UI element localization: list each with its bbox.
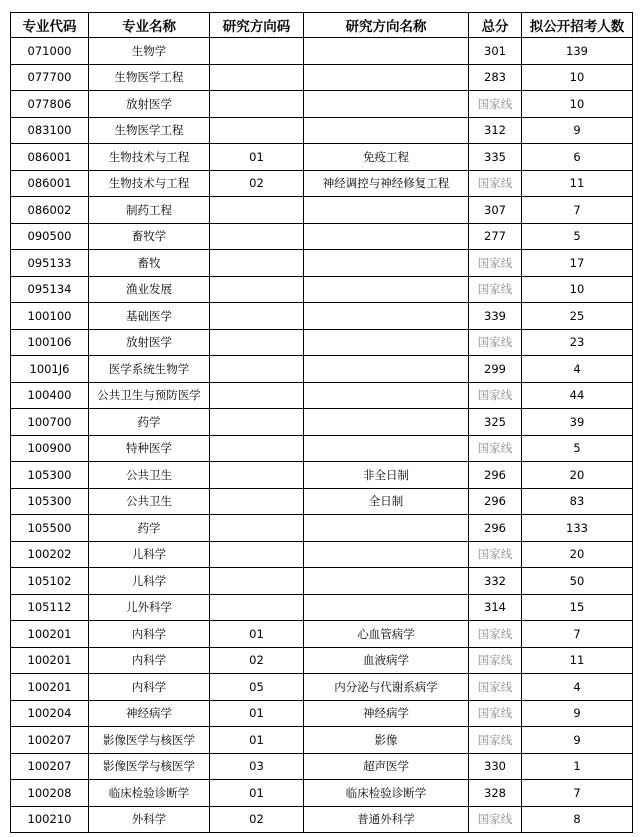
cell-major-code: 100208	[11, 780, 89, 807]
cell-direction-code	[210, 91, 304, 118]
cell-major-code: 105300	[11, 462, 89, 489]
cell-major-name: 制药工程	[89, 197, 210, 224]
cell-direction-name: 心血管病学	[304, 621, 469, 648]
cell-total-score: 277	[469, 223, 522, 250]
cell-major-code: 100201	[11, 647, 89, 674]
cell-direction-name	[304, 303, 469, 330]
cell-major-name: 医学系统生物学	[89, 356, 210, 383]
cell-major-code: 095133	[11, 250, 89, 277]
cell-total-score: 国家线	[469, 250, 522, 277]
cell-direction-name	[304, 515, 469, 542]
header-enrollment-count: 拟公开招考人数	[522, 13, 633, 38]
cell-direction-name	[304, 64, 469, 91]
cell-direction-name	[304, 409, 469, 436]
cell-major-code: 105300	[11, 488, 89, 515]
cell-direction-name	[304, 91, 469, 118]
cell-major-code: 086002	[11, 197, 89, 224]
cell-direction-code	[210, 250, 304, 277]
cell-enrollment-count: 83	[522, 488, 633, 515]
cell-direction-name: 神经调控与神经修复工程	[304, 170, 469, 197]
table-row	[11, 780, 633, 807]
cell-total-score: 335	[469, 144, 522, 171]
cell-major-name: 临床检验诊断学	[89, 780, 210, 807]
cell-enrollment-count: 4	[522, 356, 633, 383]
cell-major-code: 077700	[11, 64, 89, 91]
cell-direction-code: 03	[210, 753, 304, 780]
cell-direction-name	[304, 594, 469, 621]
cell-major-code: 077806	[11, 91, 89, 118]
admissions-table	[10, 12, 633, 833]
header-direction-name: 研究方向名称	[304, 13, 469, 38]
cell-direction-name	[304, 541, 469, 568]
cell-major-name: 影像医学与核医学	[89, 753, 210, 780]
cell-enrollment-count: 7	[522, 197, 633, 224]
cell-major-name: 内科学	[89, 621, 210, 648]
cell-direction-name: 血液病学	[304, 647, 469, 674]
table-row	[11, 91, 633, 118]
cell-major-name: 放射医学	[89, 329, 210, 356]
table-row	[11, 117, 633, 144]
cell-major-code: 095134	[11, 276, 89, 303]
cell-major-name: 生物技术与工程	[89, 170, 210, 197]
table-row	[11, 462, 633, 489]
table-row	[11, 382, 633, 409]
table-row	[11, 753, 633, 780]
cell-direction-code	[210, 462, 304, 489]
cell-direction-code	[210, 329, 304, 356]
cell-direction-name: 免疫工程	[304, 144, 469, 171]
cell-total-score: 国家线	[469, 382, 522, 409]
cell-major-name: 生物技术与工程	[89, 144, 210, 171]
cell-enrollment-count: 9	[522, 117, 633, 144]
cell-enrollment-count: 1	[522, 753, 633, 780]
cell-enrollment-count: 6	[522, 144, 633, 171]
cell-major-code: 100202	[11, 541, 89, 568]
cell-enrollment-count: 23	[522, 329, 633, 356]
cell-direction-code	[210, 409, 304, 436]
cell-direction-code	[210, 541, 304, 568]
cell-major-name: 放射医学	[89, 91, 210, 118]
table-row	[11, 276, 633, 303]
cell-major-name: 内科学	[89, 674, 210, 701]
cell-direction-code	[210, 568, 304, 595]
table-row	[11, 435, 633, 462]
cell-direction-name	[304, 329, 469, 356]
cell-direction-code: 02	[210, 647, 304, 674]
cell-direction-name	[304, 197, 469, 224]
cell-enrollment-count: 7	[522, 621, 633, 648]
cell-major-code: 100900	[11, 435, 89, 462]
cell-major-code: 100207	[11, 753, 89, 780]
cell-enrollment-count: 8	[522, 806, 633, 833]
cell-total-score: 国家线	[469, 806, 522, 833]
cell-enrollment-count: 10	[522, 91, 633, 118]
cell-major-code: 100204	[11, 700, 89, 727]
cell-direction-code	[210, 356, 304, 383]
cell-direction-name: 临床检验诊断学	[304, 780, 469, 807]
cell-direction-code	[210, 276, 304, 303]
table-row	[11, 170, 633, 197]
cell-direction-name	[304, 38, 469, 65]
table-row	[11, 674, 633, 701]
cell-total-score: 国家线	[469, 329, 522, 356]
cell-enrollment-count: 11	[522, 647, 633, 674]
cell-total-score: 312	[469, 117, 522, 144]
cell-total-score: 国家线	[469, 621, 522, 648]
cell-direction-name: 普通外科学	[304, 806, 469, 833]
cell-major-name: 外科学	[89, 806, 210, 833]
cell-direction-name	[304, 117, 469, 144]
cell-enrollment-count: 7	[522, 780, 633, 807]
table-row	[11, 700, 633, 727]
cell-direction-name: 全日制	[304, 488, 469, 515]
cell-major-code: 083100	[11, 117, 89, 144]
cell-direction-name: 影像	[304, 727, 469, 754]
cell-direction-code	[210, 488, 304, 515]
table-row	[11, 594, 633, 621]
cell-major-name: 生物医学工程	[89, 117, 210, 144]
cell-major-code: 1001J6	[11, 356, 89, 383]
cell-enrollment-count: 139	[522, 38, 633, 65]
cell-major-code: 105102	[11, 568, 89, 595]
cell-total-score: 330	[469, 753, 522, 780]
cell-major-code: 100201	[11, 674, 89, 701]
cell-enrollment-count: 4	[522, 674, 633, 701]
header-total-score: 总分	[469, 13, 522, 38]
cell-major-code: 071000	[11, 38, 89, 65]
cell-major-name: 基础医学	[89, 303, 210, 330]
header-direction-code: 研究方向码	[210, 13, 304, 38]
cell-total-score: 332	[469, 568, 522, 595]
cell-major-code: 086001	[11, 144, 89, 171]
cell-total-score: 国家线	[469, 170, 522, 197]
cell-major-name: 内科学	[89, 647, 210, 674]
cell-enrollment-count: 50	[522, 568, 633, 595]
cell-enrollment-count: 133	[522, 515, 633, 542]
cell-major-code: 100100	[11, 303, 89, 330]
cell-major-name: 儿科学	[89, 541, 210, 568]
cell-total-score: 283	[469, 64, 522, 91]
cell-direction-name: 超声医学	[304, 753, 469, 780]
cell-direction-code	[210, 594, 304, 621]
cell-total-score: 国家线	[469, 647, 522, 674]
cell-direction-code	[210, 197, 304, 224]
table-row	[11, 38, 633, 65]
cell-major-name: 影像医学与核医学	[89, 727, 210, 754]
cell-major-code: 100700	[11, 409, 89, 436]
cell-direction-name: 神经病学	[304, 700, 469, 727]
cell-enrollment-count: 10	[522, 276, 633, 303]
cell-total-score: 325	[469, 409, 522, 436]
cell-direction-code	[210, 435, 304, 462]
cell-direction-name	[304, 568, 469, 595]
cell-total-score: 299	[469, 356, 522, 383]
cell-major-name: 儿科学	[89, 568, 210, 595]
cell-enrollment-count: 9	[522, 727, 633, 754]
cell-direction-code: 01	[210, 780, 304, 807]
cell-enrollment-count: 15	[522, 594, 633, 621]
cell-direction-code: 01	[210, 727, 304, 754]
cell-enrollment-count: 20	[522, 462, 633, 489]
cell-total-score: 314	[469, 594, 522, 621]
cell-direction-code: 01	[210, 621, 304, 648]
cell-major-code: 105500	[11, 515, 89, 542]
cell-total-score: 国家线	[469, 435, 522, 462]
cell-direction-name: 内分泌与代谢系病学	[304, 674, 469, 701]
table-row	[11, 806, 633, 833]
cell-total-score: 国家线	[469, 700, 522, 727]
cell-direction-code: 05	[210, 674, 304, 701]
cell-direction-name	[304, 356, 469, 383]
cell-total-score: 301	[469, 38, 522, 65]
cell-total-score: 国家线	[469, 727, 522, 754]
cell-direction-code: 02	[210, 806, 304, 833]
table-row	[11, 488, 633, 515]
cell-direction-code	[210, 303, 304, 330]
cell-enrollment-count: 5	[522, 223, 633, 250]
cell-enrollment-count: 44	[522, 382, 633, 409]
cell-total-score: 国家线	[469, 541, 522, 568]
cell-major-name: 特种医学	[89, 435, 210, 462]
cell-direction-code	[210, 117, 304, 144]
cell-enrollment-count: 17	[522, 250, 633, 277]
cell-major-name: 公共卫生	[89, 488, 210, 515]
cell-major-name: 公共卫生	[89, 462, 210, 489]
table-row	[11, 409, 633, 436]
cell-major-name: 神经病学	[89, 700, 210, 727]
cell-major-name: 畜牧学	[89, 223, 210, 250]
cell-direction-code: 02	[210, 170, 304, 197]
table-row	[11, 223, 633, 250]
cell-direction-name: 非全日制	[304, 462, 469, 489]
header-row	[11, 13, 633, 38]
cell-direction-name	[304, 435, 469, 462]
cell-direction-code: 01	[210, 144, 304, 171]
cell-total-score: 国家线	[469, 674, 522, 701]
header-major-name: 专业名称	[89, 13, 210, 38]
cell-total-score: 296	[469, 462, 522, 489]
cell-enrollment-count: 5	[522, 435, 633, 462]
cell-direction-name	[304, 223, 469, 250]
cell-total-score: 国家线	[469, 91, 522, 118]
table-row	[11, 329, 633, 356]
cell-enrollment-count: 25	[522, 303, 633, 330]
table-row	[11, 250, 633, 277]
table-row	[11, 621, 633, 648]
cell-major-name: 渔业发展	[89, 276, 210, 303]
cell-major-code: 090500	[11, 223, 89, 250]
cell-enrollment-count: 39	[522, 409, 633, 436]
table-row	[11, 515, 633, 542]
cell-total-score: 296	[469, 515, 522, 542]
cell-major-name: 畜牧	[89, 250, 210, 277]
cell-major-code: 086001	[11, 170, 89, 197]
table-header	[11, 13, 633, 38]
cell-major-code: 100210	[11, 806, 89, 833]
table-row	[11, 144, 633, 171]
cell-total-score: 339	[469, 303, 522, 330]
cell-direction-code	[210, 223, 304, 250]
cell-major-code: 100400	[11, 382, 89, 409]
cell-direction-name	[304, 276, 469, 303]
table-row	[11, 64, 633, 91]
cell-direction-name	[304, 382, 469, 409]
cell-major-name: 儿外科学	[89, 594, 210, 621]
cell-direction-code	[210, 64, 304, 91]
table-row	[11, 303, 633, 330]
cell-major-code: 105112	[11, 594, 89, 621]
table-row	[11, 541, 633, 568]
cell-major-name: 药学	[89, 515, 210, 542]
cell-total-score: 国家线	[469, 276, 522, 303]
cell-enrollment-count: 10	[522, 64, 633, 91]
cell-major-code: 100106	[11, 329, 89, 356]
header-major-code: 专业代码	[11, 13, 89, 38]
cell-direction-code	[210, 515, 304, 542]
table-row	[11, 647, 633, 674]
cell-major-name: 药学	[89, 409, 210, 436]
cell-enrollment-count: 11	[522, 170, 633, 197]
cell-enrollment-count: 20	[522, 541, 633, 568]
cell-direction-code	[210, 382, 304, 409]
table-row	[11, 197, 633, 224]
cell-direction-code	[210, 38, 304, 65]
cell-major-name: 生物医学工程	[89, 64, 210, 91]
table-row	[11, 356, 633, 383]
cell-total-score: 328	[469, 780, 522, 807]
cell-major-code: 100201	[11, 621, 89, 648]
cell-major-name: 公共卫生与预防医学	[89, 382, 210, 409]
cell-total-score: 296	[469, 488, 522, 515]
cell-major-name: 生物学	[89, 38, 210, 65]
cell-direction-name	[304, 250, 469, 277]
table-row	[11, 727, 633, 754]
table-row	[11, 568, 633, 595]
cell-enrollment-count: 9	[522, 700, 633, 727]
cell-major-code: 100207	[11, 727, 89, 754]
cell-direction-code: 01	[210, 700, 304, 727]
table-body	[11, 38, 633, 833]
cell-total-score: 307	[469, 197, 522, 224]
